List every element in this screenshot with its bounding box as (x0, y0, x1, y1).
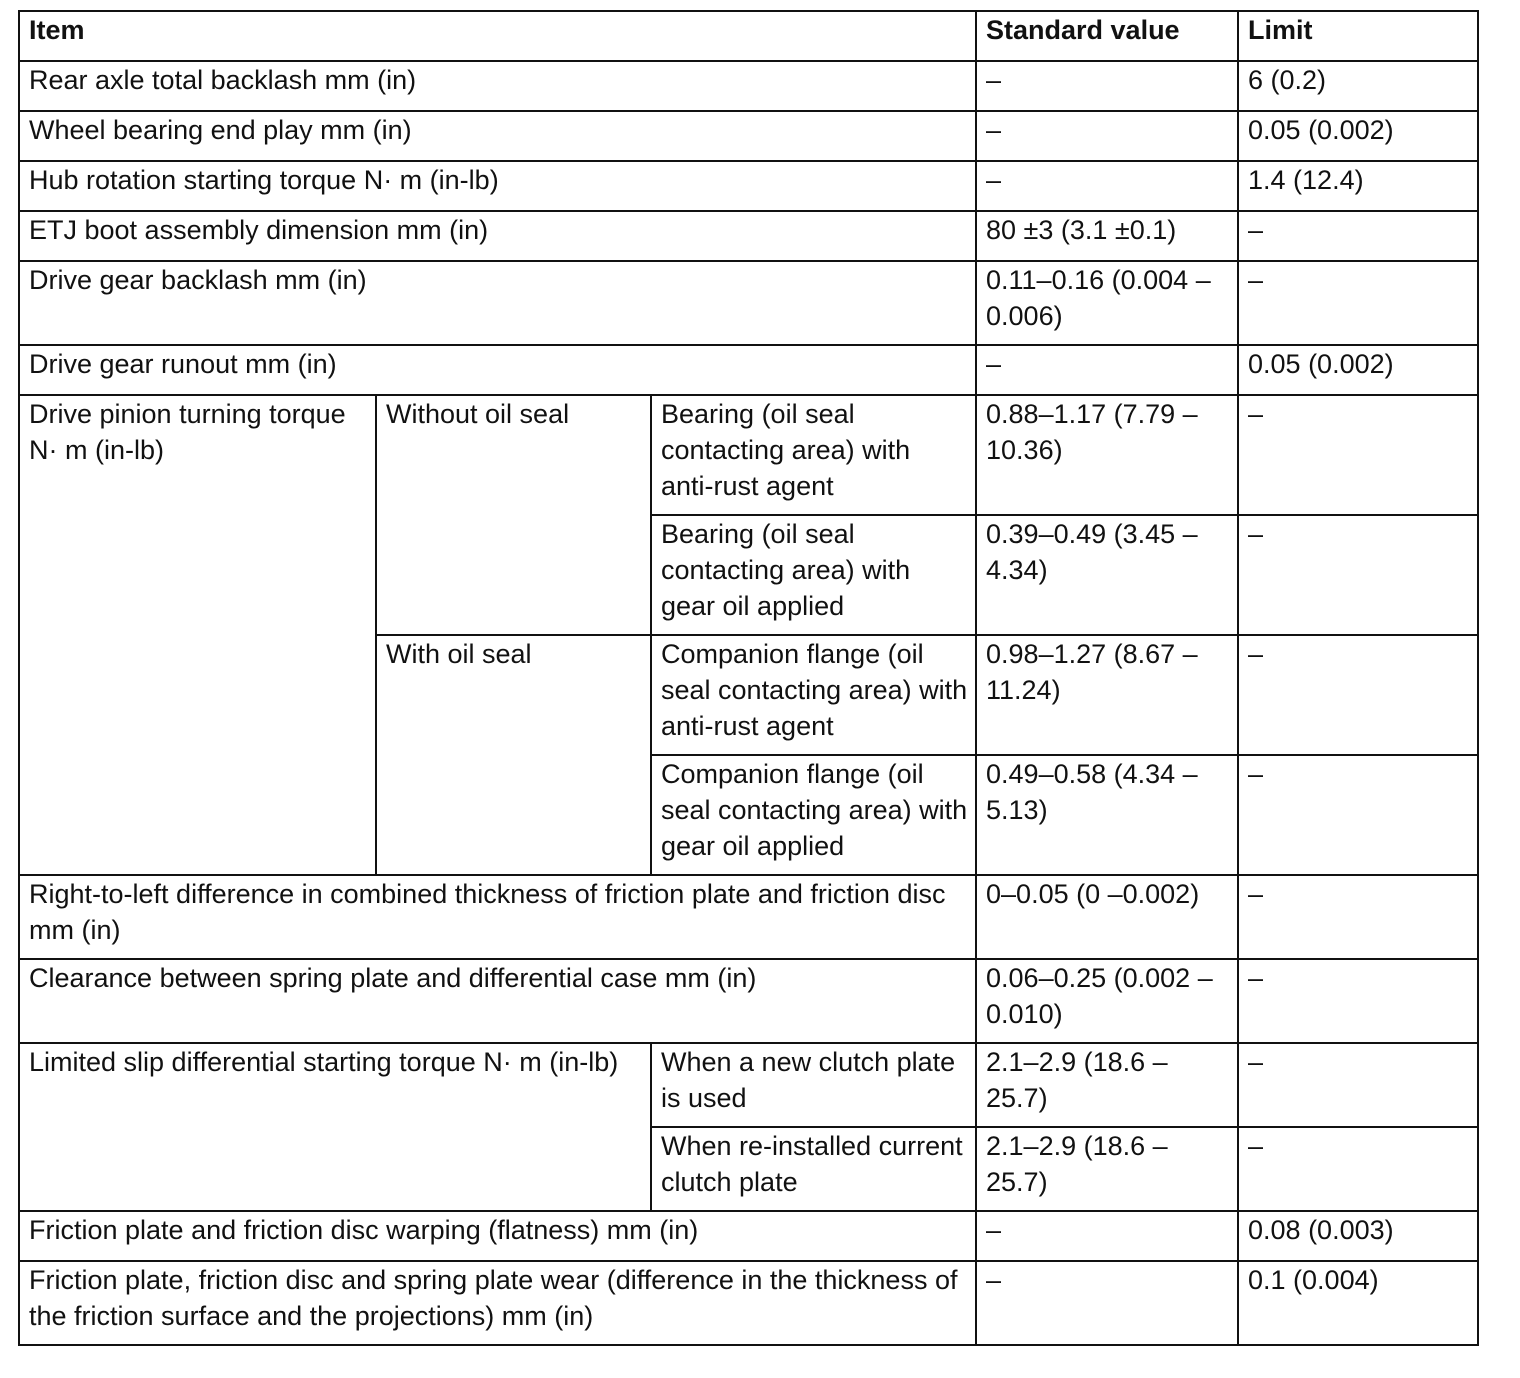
item-cell: Rear axle total backlash mm (in) (19, 61, 976, 111)
limit-cell: – (1238, 211, 1478, 261)
limit-cell: – (1238, 1043, 1478, 1127)
condition-cell: When a new clutch plate is used (651, 1043, 976, 1127)
item-cell: Hub rotation starting torque N· m (in-lb) (19, 161, 976, 211)
table-row (19, 161, 1478, 211)
table-row (19, 261, 1478, 345)
table-row (19, 111, 1478, 161)
item-cell: Drive pinion turning torque N· m (in-lb) (19, 395, 376, 875)
table-row (19, 1211, 1478, 1261)
standard-value-cell: – (976, 345, 1238, 395)
condition-cell: Companion flange (oil seal contacting area) with anti-rust agent (651, 635, 976, 755)
table-row (19, 875, 1478, 959)
standard-value-cell: 0.88–1.17 (7.79 – 10.36) (976, 395, 1238, 515)
condition-cell: Companion flange (oil seal contacting area) with gear oil applied (651, 755, 976, 875)
limit-cell: 0.1 (0.004) (1238, 1261, 1478, 1345)
limit-cell: 0.05 (0.002) (1238, 345, 1478, 395)
standard-value-cell: – (976, 61, 1238, 111)
standard-value-cell: – (976, 111, 1238, 161)
header-standard-value: Standard value (976, 11, 1238, 61)
standard-value-cell: 0–0.05 (0 –0.002) (976, 875, 1238, 959)
header-row (19, 11, 1478, 61)
limit-cell: – (1238, 875, 1478, 959)
oil-seal-group-cell: With oil seal (376, 635, 651, 875)
item-cell: Drive gear backlash mm (in) (19, 261, 976, 345)
limit-cell: 0.05 (0.002) (1238, 111, 1478, 161)
item-cell: ETJ boot assembly dimension mm (in) (19, 211, 976, 261)
table-row (19, 959, 1478, 1043)
standard-value-cell: 2.1–2.9 (18.6 – 25.7) (976, 1043, 1238, 1127)
limit-cell: – (1238, 515, 1478, 635)
specification-table (18, 10, 1479, 1346)
item-cell: Drive gear runout mm (in) (19, 345, 976, 395)
limit-cell: 6 (0.2) (1238, 61, 1478, 111)
standard-value-cell: – (976, 1261, 1238, 1345)
standard-value-cell: 0.06–0.25 (0.002 – 0.010) (976, 959, 1238, 1043)
header-limit: Limit (1238, 11, 1478, 61)
limit-cell: – (1238, 395, 1478, 515)
standard-value-cell: 0.49–0.58 (4.34 – 5.13) (976, 755, 1238, 875)
limit-cell: – (1238, 261, 1478, 345)
standard-value-cell: 2.1–2.9 (18.6 – 25.7) (976, 1127, 1238, 1211)
item-cell: Wheel bearing end play mm (in) (19, 111, 976, 161)
table-row (19, 345, 1478, 395)
limit-cell: 1.4 (12.4) (1238, 161, 1478, 211)
item-cell: Limited slip differential starting torque N· m (in-lb) (19, 1043, 651, 1211)
oil-seal-group-cell: Without oil seal (376, 395, 651, 635)
table-row (19, 61, 1478, 111)
standard-value-cell: 0.39–0.49 (3.45 – 4.34) (976, 515, 1238, 635)
item-cell: Clearance between spring plate and differential case mm (in) (19, 959, 976, 1043)
item-cell: Friction plate and friction disc warping (flatness) mm (in) (19, 1211, 976, 1261)
condition-cell: When re-installed current clutch plate (651, 1127, 976, 1211)
limit-cell: – (1238, 1127, 1478, 1211)
limit-cell: – (1238, 635, 1478, 755)
standard-value-cell: – (976, 161, 1238, 211)
standard-value-cell: 0.98–1.27 (8.67 – 11.24) (976, 635, 1238, 755)
header-item: Item (19, 11, 976, 61)
limit-cell: 0.08 (0.003) (1238, 1211, 1478, 1261)
table-row (19, 395, 1478, 515)
limit-cell: – (1238, 959, 1478, 1043)
item-cell: Friction plate, friction disc and spring plate wear (difference in the thickness of the friction surface and the projections) mm (in) (19, 1261, 976, 1345)
item-cell: Right-to-left difference in combined thickness of friction plate and friction disc mm (in) (19, 875, 976, 959)
condition-cell: Bearing (oil seal contacting area) with gear oil applied (651, 515, 976, 635)
table-row (19, 1261, 1478, 1345)
table-row (19, 211, 1478, 261)
standard-value-cell: 80 ±3 (3.1 ±0.1) (976, 211, 1238, 261)
condition-cell: Bearing (oil seal contacting area) with anti-rust agent (651, 395, 976, 515)
standard-value-cell: – (976, 1211, 1238, 1261)
table-row (19, 1043, 1478, 1127)
limit-cell: – (1238, 755, 1478, 875)
standard-value-cell: 0.11–0.16 (0.004 – 0.006) (976, 261, 1238, 345)
